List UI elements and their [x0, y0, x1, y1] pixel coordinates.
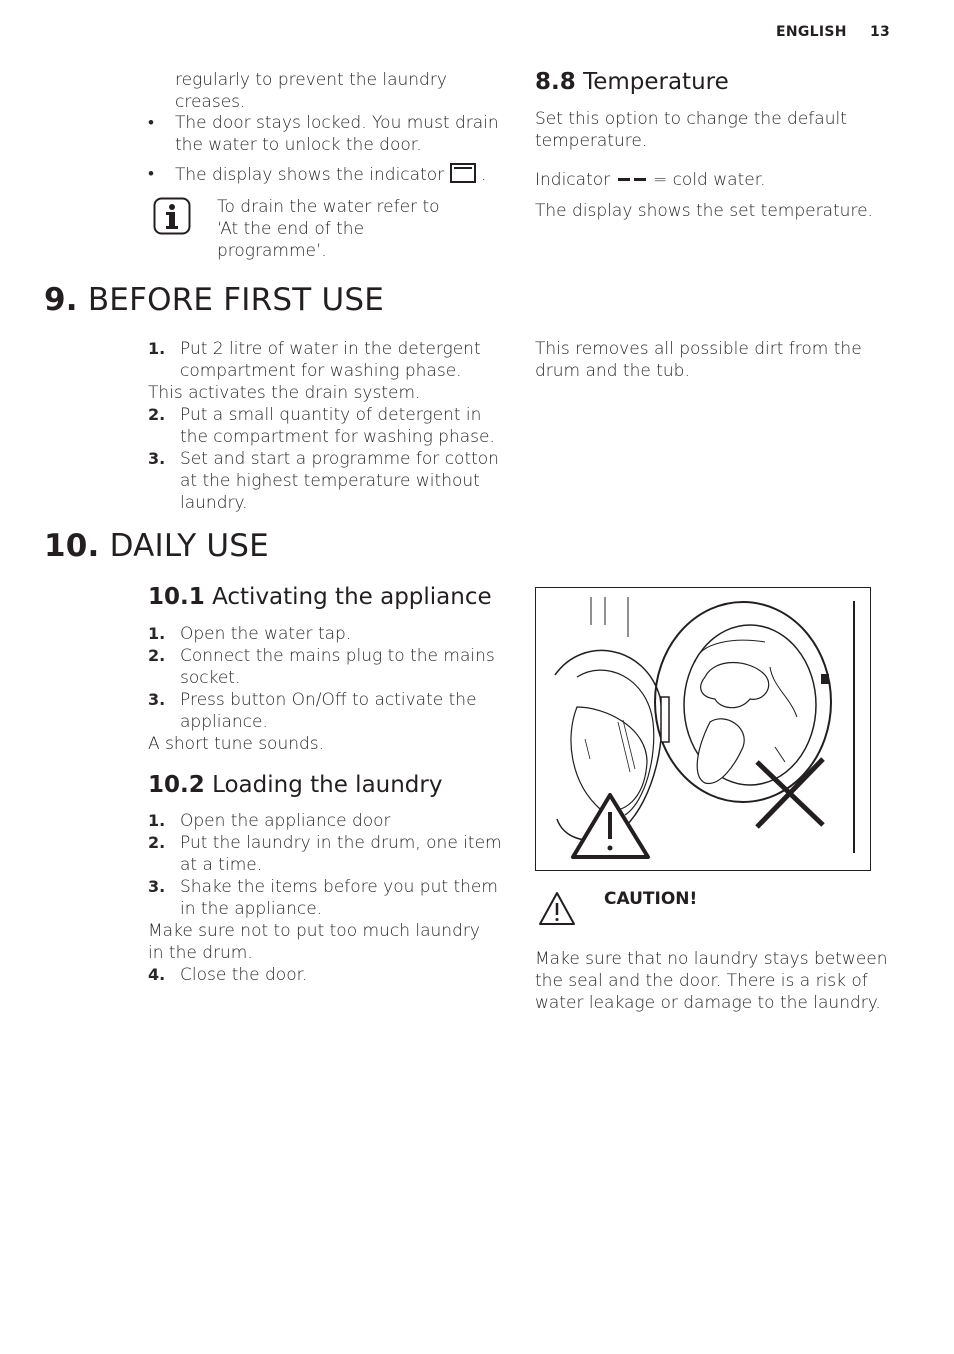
info-icon: [153, 197, 191, 239]
bullet-suffix: .: [480, 165, 487, 185]
step-text: Put 2 litre of water in the detergent compartment for washing phase.: [180, 339, 481, 381]
list-item: [148, 689, 508, 733]
info-note-text: To drain the water refer to ‘At the end of the programme’.: [217, 197, 440, 261]
list-item: [148, 964, 508, 986]
list-item: [148, 338, 508, 382]
step-text: Connect the mains plug to the mains socket.: [180, 646, 495, 688]
section-9-steps: [148, 338, 508, 514]
step-number: 3.: [148, 690, 166, 709]
section-title: BEFORE FIRST USE: [87, 282, 385, 318]
continued-text: regularly to prevent the laundry creases.: [175, 70, 447, 112]
list-item: [148, 404, 508, 448]
step-number: 4.: [148, 965, 166, 984]
temperature-display-text: The display shows the set temperature.: [535, 201, 873, 221]
bullet-text: The door stays locked. You must drain the water to unlock the door.: [175, 113, 499, 155]
section-8-8-heading: [535, 68, 729, 96]
caution-text: Make sure that no laundry stays between the seal and the door. There is a risk of water leakage or damage to the laundry.: [535, 949, 888, 1013]
temperature-intro: Set this option to change the default temperature.: [535, 109, 847, 151]
section-number: 10.1: [148, 584, 205, 610]
bullet-dot: •: [148, 164, 154, 184]
section-number: 10.: [44, 528, 100, 564]
warning-icon: [537, 890, 577, 932]
step-number: 3.: [148, 877, 166, 896]
caution-label: CAUTION!: [604, 889, 698, 909]
bullet-dot: •: [148, 113, 154, 133]
section-9-right-text: This removes all possible dirt from the drum and the tub.: [535, 339, 862, 381]
section-10-1-heading: [148, 583, 492, 611]
section-number: 10.2: [148, 772, 205, 798]
bullet-item: [148, 112, 508, 156]
section-10-1-steps: [148, 623, 508, 755]
step-text: Put the laundry in the drum, one item at a time.: [180, 833, 502, 875]
bullet-item: [148, 163, 508, 186]
section-number: 8.8: [535, 69, 576, 95]
step-text: Set and start a programme for cotton at the highest temperature without laundry.: [180, 449, 499, 513]
section-10-2-heading: [148, 771, 442, 799]
step-text: Put a small quantity of detergent in the compartment for washing phase.: [180, 405, 495, 447]
temperature-indicator-line: [535, 169, 895, 191]
section-title: Activating the appliance: [212, 584, 492, 610]
section-9-heading: [44, 282, 384, 318]
step-note: This activates the drain system.: [148, 383, 421, 403]
indicator-suffix: = cold water.: [652, 170, 766, 190]
step-text: Shake the items before you put them in the appliance.: [180, 877, 498, 919]
step-text: Close the door.: [180, 965, 308, 985]
section-title: DAILY USE: [109, 528, 269, 564]
section-title: Temperature: [583, 69, 729, 95]
list-item: [148, 876, 508, 920]
step-note: Make sure not to put too much laundry in the drum.: [148, 921, 480, 963]
step-text: Open the appliance door: [180, 811, 391, 831]
indicator-prefix: Indicator: [535, 170, 611, 190]
section-title: Loading the laundry: [212, 772, 443, 798]
step-number: 1.: [148, 811, 166, 830]
page-number: 13: [870, 24, 891, 40]
section-10-2-steps: [148, 810, 508, 986]
step-text: Open the water tap.: [180, 624, 352, 644]
step-number: 2.: [148, 646, 166, 665]
dash-icon: [634, 178, 646, 181]
step-number: 1.: [148, 624, 166, 643]
door-indicator-icon: [450, 163, 476, 183]
step-number: 1.: [148, 339, 166, 358]
dash-icon: [618, 178, 630, 181]
washing-machine-illustration: [535, 587, 871, 871]
step-number: 2.: [148, 833, 166, 852]
list-item: [148, 810, 508, 832]
list-item: [148, 645, 508, 689]
section-number: 9.: [44, 282, 78, 318]
header-language: ENGLISH: [776, 24, 847, 40]
step-number: 3.: [148, 449, 166, 468]
section-10-heading: [44, 528, 269, 564]
list-item: [148, 623, 508, 645]
step-number: 2.: [148, 405, 166, 424]
bullet-text: The display shows the indicator: [175, 165, 445, 185]
step-note: A short tune sounds.: [148, 734, 325, 754]
step-text: Press button On/Off to activate the appliance.: [180, 690, 477, 732]
list-item: [148, 448, 508, 514]
list-item: [148, 832, 508, 876]
